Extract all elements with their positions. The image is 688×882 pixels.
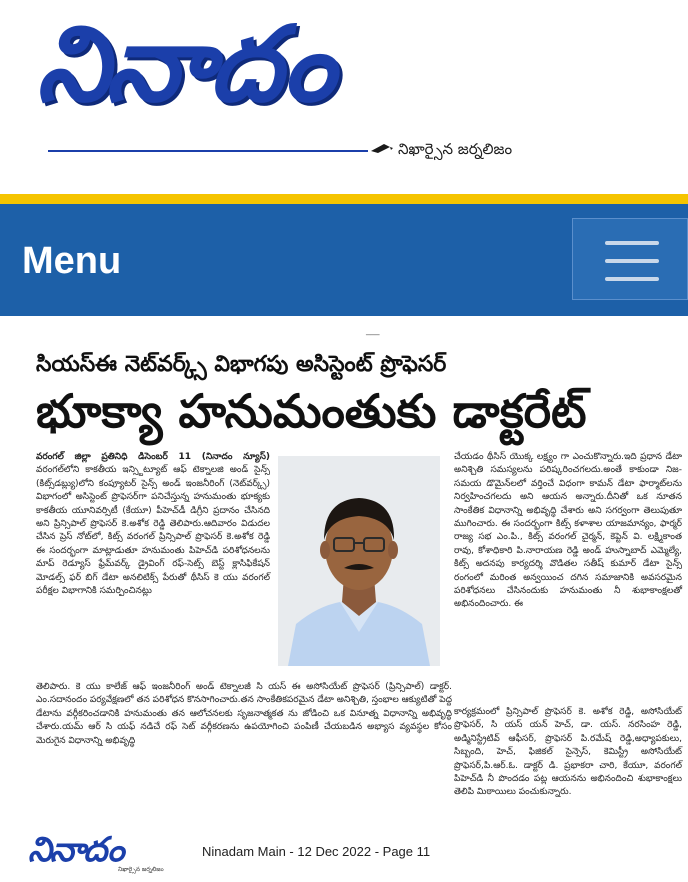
- edition-caption: Ninadam Main - 12 Dec 2022 - Page 11: [202, 844, 431, 859]
- masthead: [0, 0, 688, 190]
- hamburger-icon: [605, 241, 659, 245]
- portrait-photo: [278, 456, 440, 666]
- pen-icon: [370, 141, 394, 155]
- article-paragraph: వరంగల్‌లోని కాకతీయ ఇన్స్టిట్యూట్ ఆఫ్ టెక్నాలజి అండ్ సైన్స్ (కిట్స్‌డబ్ల్యు)లోని కంప్యూటర్ సైన్స్ అండ్ ఇంజనీరింగ్ (నెట్‌వర్క్స్) విభాగంలో అసిస్టెంట్ ప్రొఫెసర్‌గా పనిచేస్తున్న హనుమంతు భూక్యకు కాకతీయ యూనివర్సిటీ (కేయూ) పీహెచ్‌డీ డిగ్రీని ప్రదానం చేసినది అని ప్రిన్సిపాల్ ప్రొఫెసర్ కె.అశోక రెడ్డి తెలిపారు.ఆదివారం విడుదల చేసిన ప్రెస్ నోట్‌లో, కిట్స్ వరంగల్ ప్రిన్సిపాల్ ప్రొఫెసర్ కె.అశోక రెడ్డి ఈ సందర్భంగా మాట్లాడుతూ హనుమంతు పిహెచ్‌డి పరిశోధనలను మాప్ రెడ్యూస్ ఫ్రేమ్‌వర్క్ డ్రైవింగ్ రఫ్-సెట్స్ బెస్ట్ క్లాసిఫికేషన్ మోడల్స్ ఫర్ బిగ్ డేటా అనలిటిక్స్ పేరుతో థీసిస్ కె యు వరంగల్ పరీక్షల విభాగానికి సమర్పించినట్లు: [36, 465, 270, 597]
- menu-label[interactable]: Menu: [22, 240, 122, 282]
- tagline-row: [48, 138, 568, 160]
- article-column-wide-right: [454, 706, 682, 800]
- article-subheading: సియస్‌ఈ నెట్‌వర్క్స్ విభాగపు అసిస్టెంట్ ప్రొఫెసర్: [36, 352, 447, 377]
- article-paragraph: తెలిపారు. కె యు కాలేజ్ ఆఫ్ ఇంజనీరింగ్ అండ్ టెక్నాలజీ సి యస్ ఈ అసోసియేట్ ప్రొఫెసర్ (ప్రిన్సిపాల్) డాక్టర్. ఎం.సదానందం పర్యవేక్షణలో తన పరిశోధన కొనసాగించారు.తన సాంకేతికపరమైన డేటా అనిశ్చితి, స్తంభాల ఆక్యుటితో పెద్ద డేటాను వర్గీకరించడానికి హనుమంతు తన ఆలోచనలకు సృజనాత్మకత ను జోడించి ఒక వినూత్న విధానాన్ని అభివృద్ధి చేశారు.యమ్ ఆర్ సి యఫ్ నడిచే రఫ్ సెట్ వర్గీకరణను ఉపయోగించి పంపిణీ చేయబడిన అభ్యాస వ్యవస్థల కోసం మెరుగైన విధానాన్ని అభివృద్ధి: [36, 682, 452, 746]
- footer-logo: నినాదం: [28, 830, 123, 870]
- article-headline: భూక్యా హనుమంతుకు డాక్టరేట్: [36, 384, 587, 438]
- clipping-top-fragment: ___: [366, 326, 380, 336]
- article-column-right: [454, 451, 682, 612]
- menu-bar: [0, 204, 688, 316]
- article-column-left: [36, 451, 270, 598]
- tagline-divider: [48, 150, 368, 152]
- clipping-footer: [0, 828, 688, 882]
- site-logo[interactable]: నినాదం: [36, 3, 332, 125]
- hamburger-icon: [605, 277, 659, 281]
- person-image: [278, 456, 440, 666]
- site-tagline: నిఖార్సైన జర్నలిజం: [398, 140, 513, 158]
- hamburger-icon: [605, 259, 659, 263]
- menu-toggle-button[interactable]: [572, 218, 688, 300]
- article-column-wide-left: [36, 681, 452, 748]
- footer-tagline: నిఖార్సైన జర్నలిజం: [118, 866, 164, 873]
- article-clipping: [0, 316, 688, 882]
- article-paragraph: కార్యక్రమంలో ప్రిన్సిపాల్ ప్రొఫెసర్ కె. అశోక రెడ్డి, అసోసియేట్ ప్రొఫెసర్, సి యస్ యన్ హెచ్, డా. యస్. నరసింహ రెడ్డి, అడ్మినిస్ట్రేటివ్ ఆఫీసర్, ప్రొఫెసర్ పి.రమేష్ రెడ్డి,అధ్యాపకులు, సిబ్బంది, హెచ్, ఫిజికల్ సైన్సెస్, కెమిస్ట్రీ అసోసియేట్ ప్రొఫెసర్,పి.ఆర్.ఓ. డాక్టర్ డి. ప్రభాకరా చారి, కేయూ, వరంగల్ పిహెచ్‌డి నీ పొందడం పట్ల ఆయనను అభినందించి శుభాకాంక్షలు తెలిపి మిఠాయిలు పంచుకున్నారు.: [454, 707, 682, 798]
- article-paragraph: చేయడం థీసిస్ యొక్క లక్ష్యం గా ఎంచుకొన్నారు.ఇది ప్రధాన డేటా అనిశ్చితి సమస్యలను పరిష్కరించగలదు.అంతే కాకుండా నిజ-సమయ డొమైన్‌లలో వర్తించే విధంగా కామన్ డేటా ఫార్మాట్‌లను నిర్వహించగలదు అని ఆయన అన్నారు.దీనితో ఒక నూతన సాంకేతిక విధానాన్ని అభివృద్ధి చేశారు అని సగర్వంగా తెలుపుతూ ముగించారు. ఈ సందర్భంగా కిట్స్ కళాశాల యాజమాన్యం, ఫార్మర్ రాజ్య సభ ఎం.పి., కిట్స్ వరంగల్ చైర్మన్, కెప్టెన్ వి. లక్ష్మికాంత రావు, కోశాధికారి పి.నారాయణ రెడ్డి అండ్ హుస్నాబాద్ ఎమ్మెల్యే, కిట్స్ అదనపు కార్యదర్శి వొడితల సతీష్ కుమార్ డేటా సైన్స్ రంగంలో మరింత అన్వయించ దగిన సమాజానికి అవసరమైన పరిశోధనలు చేసినందుకు హనుమంతు నీ శుభాకాంక్షలతో అభినందించారు. ఈ: [454, 452, 682, 610]
- article-dateline: వరంగల్ జిల్లా ప్రతినిధి డిసెంబర్ 11 (నినాదం న్యూస్): [36, 452, 270, 462]
- accent-strip: [0, 194, 688, 204]
